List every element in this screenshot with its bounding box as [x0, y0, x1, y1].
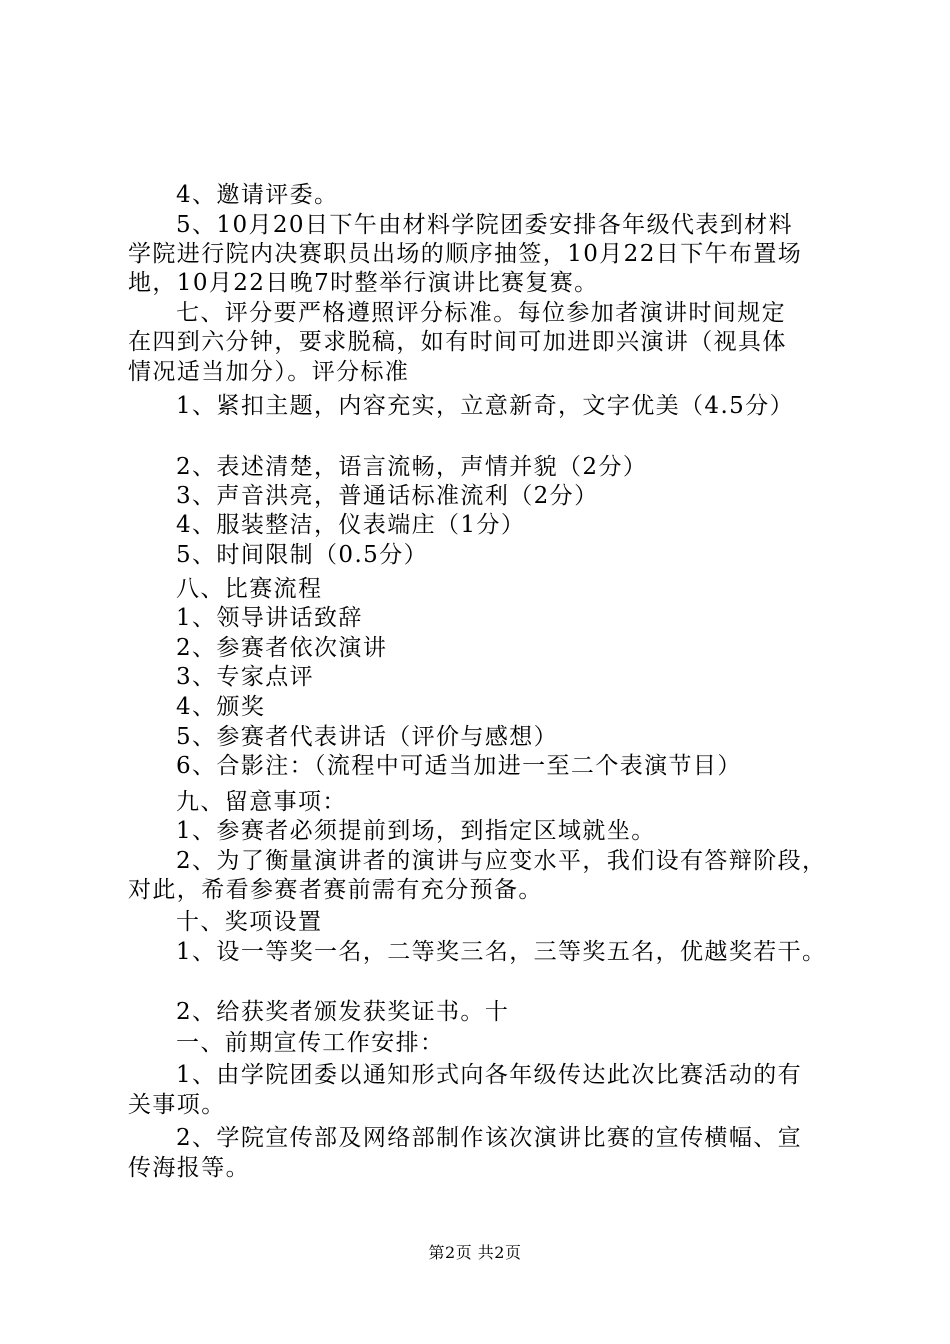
section-heading: 八、比赛流程 — [176, 576, 323, 602]
text-line: 2、表述清楚，语言流畅，声情并貌（2分） — [176, 454, 648, 480]
text-line: 七、评分要严格遵照评分标准。每位参加者演讲时间规定 — [176, 300, 786, 326]
text-line: 1、参赛者必须提前到场，到指定区域就坐。 — [176, 818, 656, 844]
text-line: 4、颁奖 — [176, 694, 266, 720]
text-line: 1、设一等奖一名，二等奖三名，三等奖五名，优越奖若干。 — [176, 939, 827, 965]
text-line: 在四到六分钟，要求脱稿，如有时间可加进即兴演讲（视具体 — [128, 329, 787, 355]
text-line: 5、参赛者代表讲话（评价与感想） — [176, 724, 559, 750]
text-line: 3、声音洪亮，普通话标准流利（2分） — [176, 483, 599, 509]
text-line: 传海报等。 — [128, 1155, 250, 1181]
text-line: 6、合影注：（流程中可适当加进一至二个表演节目） — [176, 753, 742, 779]
text-line: 2、为了衡量演讲者的演讲与应变水平，我们设有答辩阶段， — [176, 848, 827, 874]
text-line: 1、紧扣主题，内容充实，立意新奇，文字优美（4.5分） — [176, 393, 795, 419]
text-line: 4、邀请评委。 — [176, 182, 339, 208]
text-line: 2、学院宣传部及网络部制作该次演讲比赛的宣传横幅、宣 — [176, 1125, 803, 1151]
section-heading: 十、奖项设置 — [176, 909, 323, 935]
text-line: 2、参赛者依次演讲 — [176, 635, 388, 661]
section-heading: 九、留意事项： — [176, 789, 347, 815]
text-line: 对此，希看参赛者赛前需有充分预备。 — [128, 877, 543, 903]
text-line: 4、服装整洁，仪表端庄（1分） — [176, 512, 526, 538]
text-line: 学院进行院内决赛职员出场的顺序抽签，10月22日下午布置场 — [128, 241, 803, 267]
page-number-footer: 第2页 共2页 — [428, 1243, 522, 1262]
text-line: 5、10月20日下午由材料学院团委安排各年级代表到材料 — [176, 212, 793, 238]
text-line: 1、领导讲话致辞 — [176, 605, 363, 631]
text-line: 情况适当加分）。评分标准 — [128, 359, 410, 385]
text-line: 5、时间限制（0.5分） — [176, 542, 429, 568]
section-heading: 一、前期宣传工作安排： — [176, 1030, 445, 1056]
text-line: 2、给获奖者颁发获奖证书。十 — [176, 999, 510, 1025]
text-line: 关事项。 — [128, 1092, 226, 1118]
text-line: 3、专家点评 — [176, 664, 315, 690]
text-line: 地，10月22日晚7时整举行演讲比赛复赛。 — [128, 270, 599, 296]
text-line: 1、由学院团委以通知形式向各年级传达此次比赛活动的有 — [176, 1062, 803, 1088]
